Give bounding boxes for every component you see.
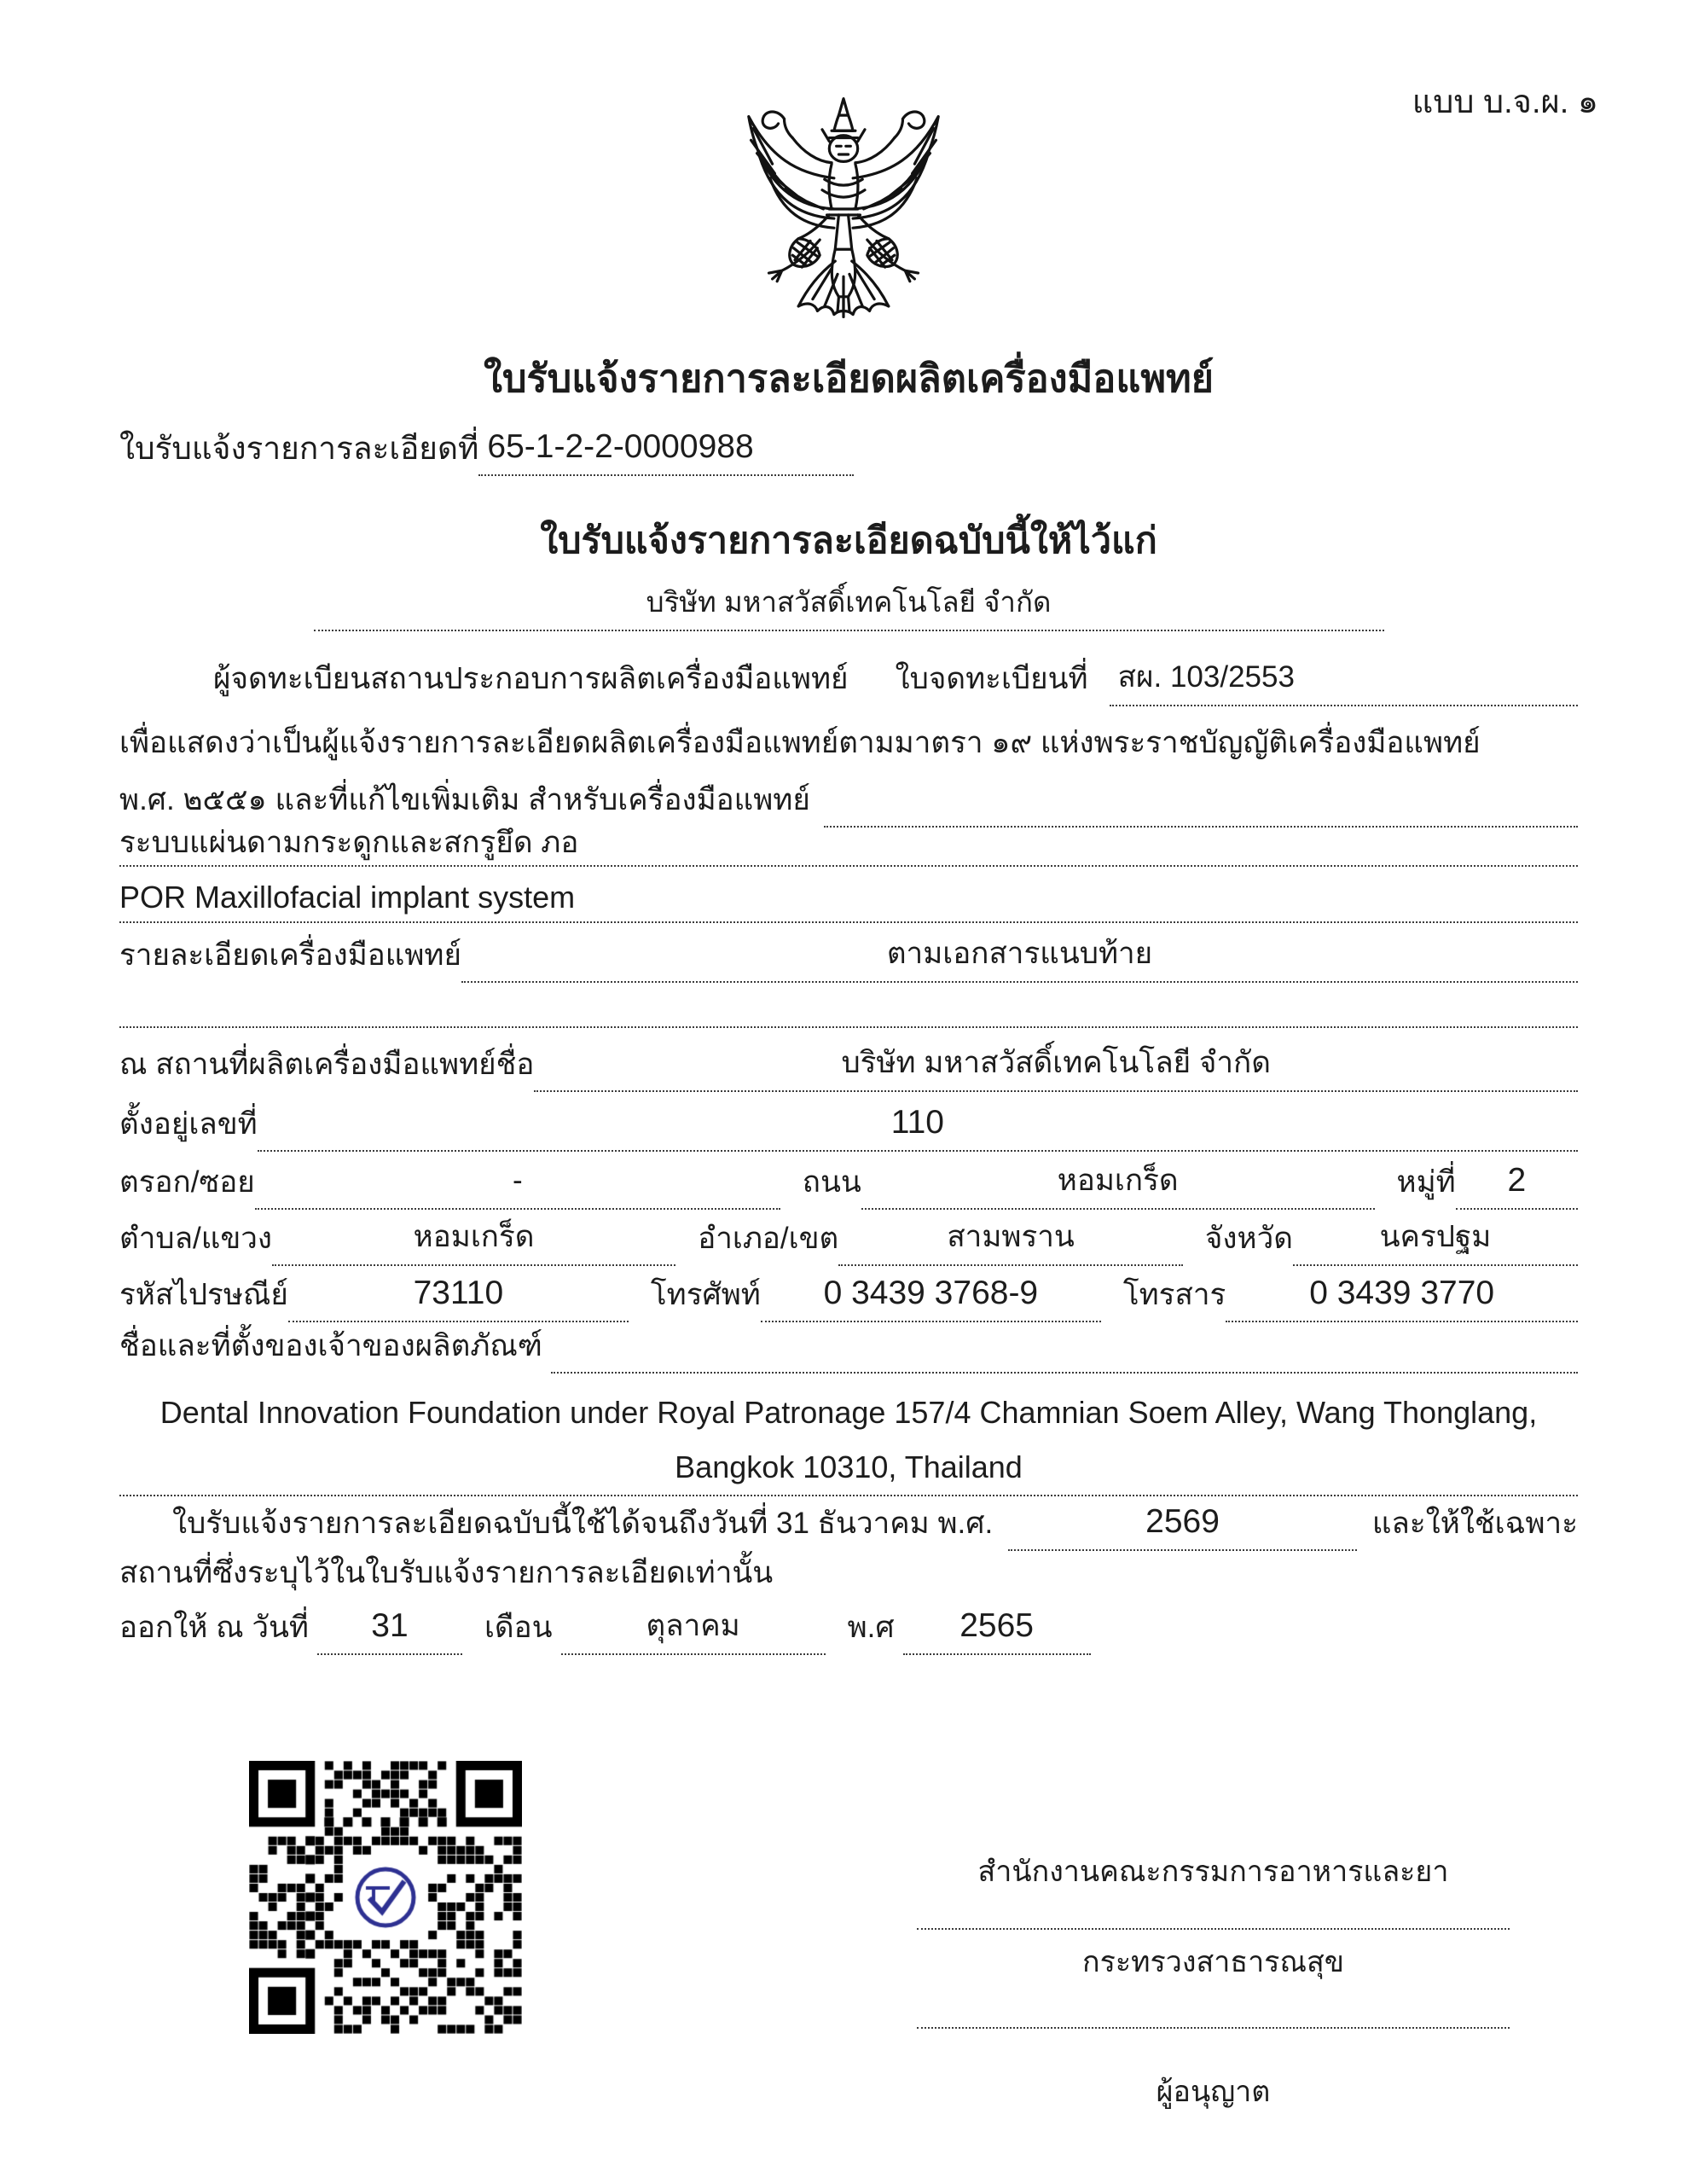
issue-month: ตุลาคม (561, 1604, 826, 1655)
address-number-value: 110 (258, 1101, 1578, 1152)
owner-label: ชื่อและที่ตั้งของเจ้าของผลิตภัณฑ์ (119, 1329, 542, 1362)
page-title: ใบรับแจ้งรายการละเอียดผลิตเครื่องมือแพทย์ (483, 357, 1215, 400)
device-name-thai-row (119, 821, 1578, 870)
owner-address-line2-row (119, 1445, 1578, 1495)
dotted-rule (119, 1026, 1578, 1028)
dotted-rule (119, 865, 1578, 867)
act-year-line: พ.ศ. ๒๕๕๑ และที่แก้ไขเพิ่มเติม สำหรับเครื่องมือแพทย์ (119, 783, 810, 816)
issue-date-label: ออกให้ ณ วันที่ (119, 1611, 309, 1644)
dotted-rule (119, 1495, 1578, 1496)
site-name-label: ณ สถานที่ผลิตเครื่องมือแพทย์ชื่อ (119, 1048, 535, 1081)
issued-to-company: บริษัท มหาสวัสดิ์เทคโนโลยี จำกัด (314, 580, 1384, 631)
owner-address-line1-row (119, 1391, 1578, 1440)
validity-row (119, 1500, 1578, 1551)
receipt-number-row (119, 425, 1578, 476)
issue-date-row (119, 1604, 1578, 1655)
phone-label: โทรศัพท์ (650, 1278, 761, 1311)
validity-suffix: และให้ใช้เฉพาะ (1371, 1507, 1578, 1540)
subdistrict-value: หอมเกร็ด (272, 1215, 675, 1266)
issued-to-heading: ใบรับแจ้งรายการละเอียดฉบับนี้ให้ไว้แก่ (540, 520, 1157, 561)
registrant-row (119, 655, 1578, 706)
receipt-number-label: ใบรับแจ้งรายการละเอียดที่ (119, 431, 479, 466)
device-name-english: POR Maxillofacial implant system (119, 880, 576, 915)
garuda-emblem (725, 92, 962, 341)
registration-number-label: ใบจดทะเบียนที่ (895, 662, 1088, 695)
postcode-value: 73110 (288, 1271, 629, 1322)
issue-month-label: เดือน (484, 1611, 553, 1644)
act-reference-line: เพื่อแสดงว่าเป็นผู้แจ้งรายการละเอียดผลิตเครื่องมือแพทย์ตามมาตรา ๑๙ แห่งพระราชบัญญัติเครื่องมือแพทย์ (119, 726, 1481, 759)
fax-label: โทรสาร (1122, 1278, 1226, 1311)
moo-label: หมู่ที่ (1396, 1165, 1456, 1199)
owner-address-line1: Dental Innovation Foundation under Royal Patronage 157/4 Chamnian Soem Alley, Wang Thonglang, (159, 1395, 1538, 1430)
province-label: จังหวัด (1204, 1222, 1293, 1255)
receipt-number-value: 65-1-2-2-0000988 (478, 425, 854, 476)
authorizer-label: ผู้อนุญาต (1156, 2076, 1271, 2108)
dotted-rule (917, 1928, 1510, 1930)
ministry-name: กระทรวงสาธารณสุข (1082, 1946, 1344, 1978)
device-name-english-row (119, 875, 1578, 925)
fda-agency-name: สำนักงานคณะกรรมการอาหารและยา (977, 1856, 1449, 1888)
device-details-value: ตามเอกสารแนบท้าย (461, 932, 1578, 983)
issue-year: 2565 (903, 1604, 1091, 1655)
road-label: ถนน (802, 1165, 861, 1199)
district-value: สามพราน (838, 1215, 1183, 1266)
dotted-rule (119, 921, 1578, 923)
dotted-rule (917, 2027, 1510, 2029)
issue-day: 31 (317, 1604, 462, 1655)
device-name-thai: ระบบแผ่นดามกระดูกและสกรูยึด ภอ (119, 826, 579, 859)
fax-value: 0 3439 3770 (1226, 1271, 1578, 1322)
blank-fill-line (551, 1367, 1578, 1374)
validity-year: 2569 (1008, 1500, 1357, 1551)
signature-block (917, 1850, 1510, 2114)
province-value: นครปฐม (1293, 1215, 1578, 1266)
registration-number-value: สผ. 103/2553 (1110, 655, 1578, 706)
soi-road-moo-row (119, 1159, 1578, 1210)
moo-value: 2 (1456, 1159, 1578, 1210)
soi-value: - (255, 1159, 780, 1210)
device-details-label: รายละเอียดเครื่องมือแพทย์ (119, 938, 462, 972)
postcode-label: รหัสไปรษณีย์ (119, 1278, 288, 1311)
owner-address-line2: Bangkok 10310, Thailand (675, 1449, 1023, 1484)
soi-label: ตรอก/ซอย (119, 1165, 255, 1199)
postcode-phone-fax-row (119, 1271, 1578, 1322)
address-number-row (119, 1101, 1578, 1152)
road-value: หอมเกร็ด (861, 1159, 1375, 1210)
address-number-label: ตั้งอยู่เลขที่ (119, 1107, 258, 1141)
issue-year-label: พ.ศ (847, 1611, 895, 1644)
device-details-row (119, 932, 1578, 983)
registrant-label: ผู้จดทะเบียนสถานประกอบการผลิตเครื่องมือแพทย์ (213, 662, 849, 695)
validity-prefix: ใบรับแจ้งรายการละเอียดฉบับนี้ใช้ได้จนถึงวันที่ 31 ธันวาคม พ.ศ. (172, 1507, 994, 1540)
owner-label-row (119, 1324, 1578, 1374)
validity-scope-line: สถานที่ซึ่งระบุไว้ในใบรับแจ้งรายการละเอียดเท่านั้น (119, 1556, 774, 1589)
paragraph-indent (119, 701, 213, 706)
site-name-row (119, 1041, 1578, 1092)
subdistrict-district-province-row (119, 1215, 1578, 1266)
issued-to-company-row (119, 580, 1578, 631)
qr-code (249, 1761, 522, 2034)
form-code: แบบ บ.จ.ผ. ๑ (1412, 84, 1598, 120)
site-name-value: บริษัท มหาสวัสดิ์เทคโนโลยี จำกัด (534, 1041, 1578, 1092)
subdistrict-label: ตำบล/แขวง (119, 1222, 272, 1255)
phone-value: 0 3439 3768-9 (761, 1271, 1101, 1322)
district-label: อำเภอ/เขต (698, 1222, 839, 1255)
